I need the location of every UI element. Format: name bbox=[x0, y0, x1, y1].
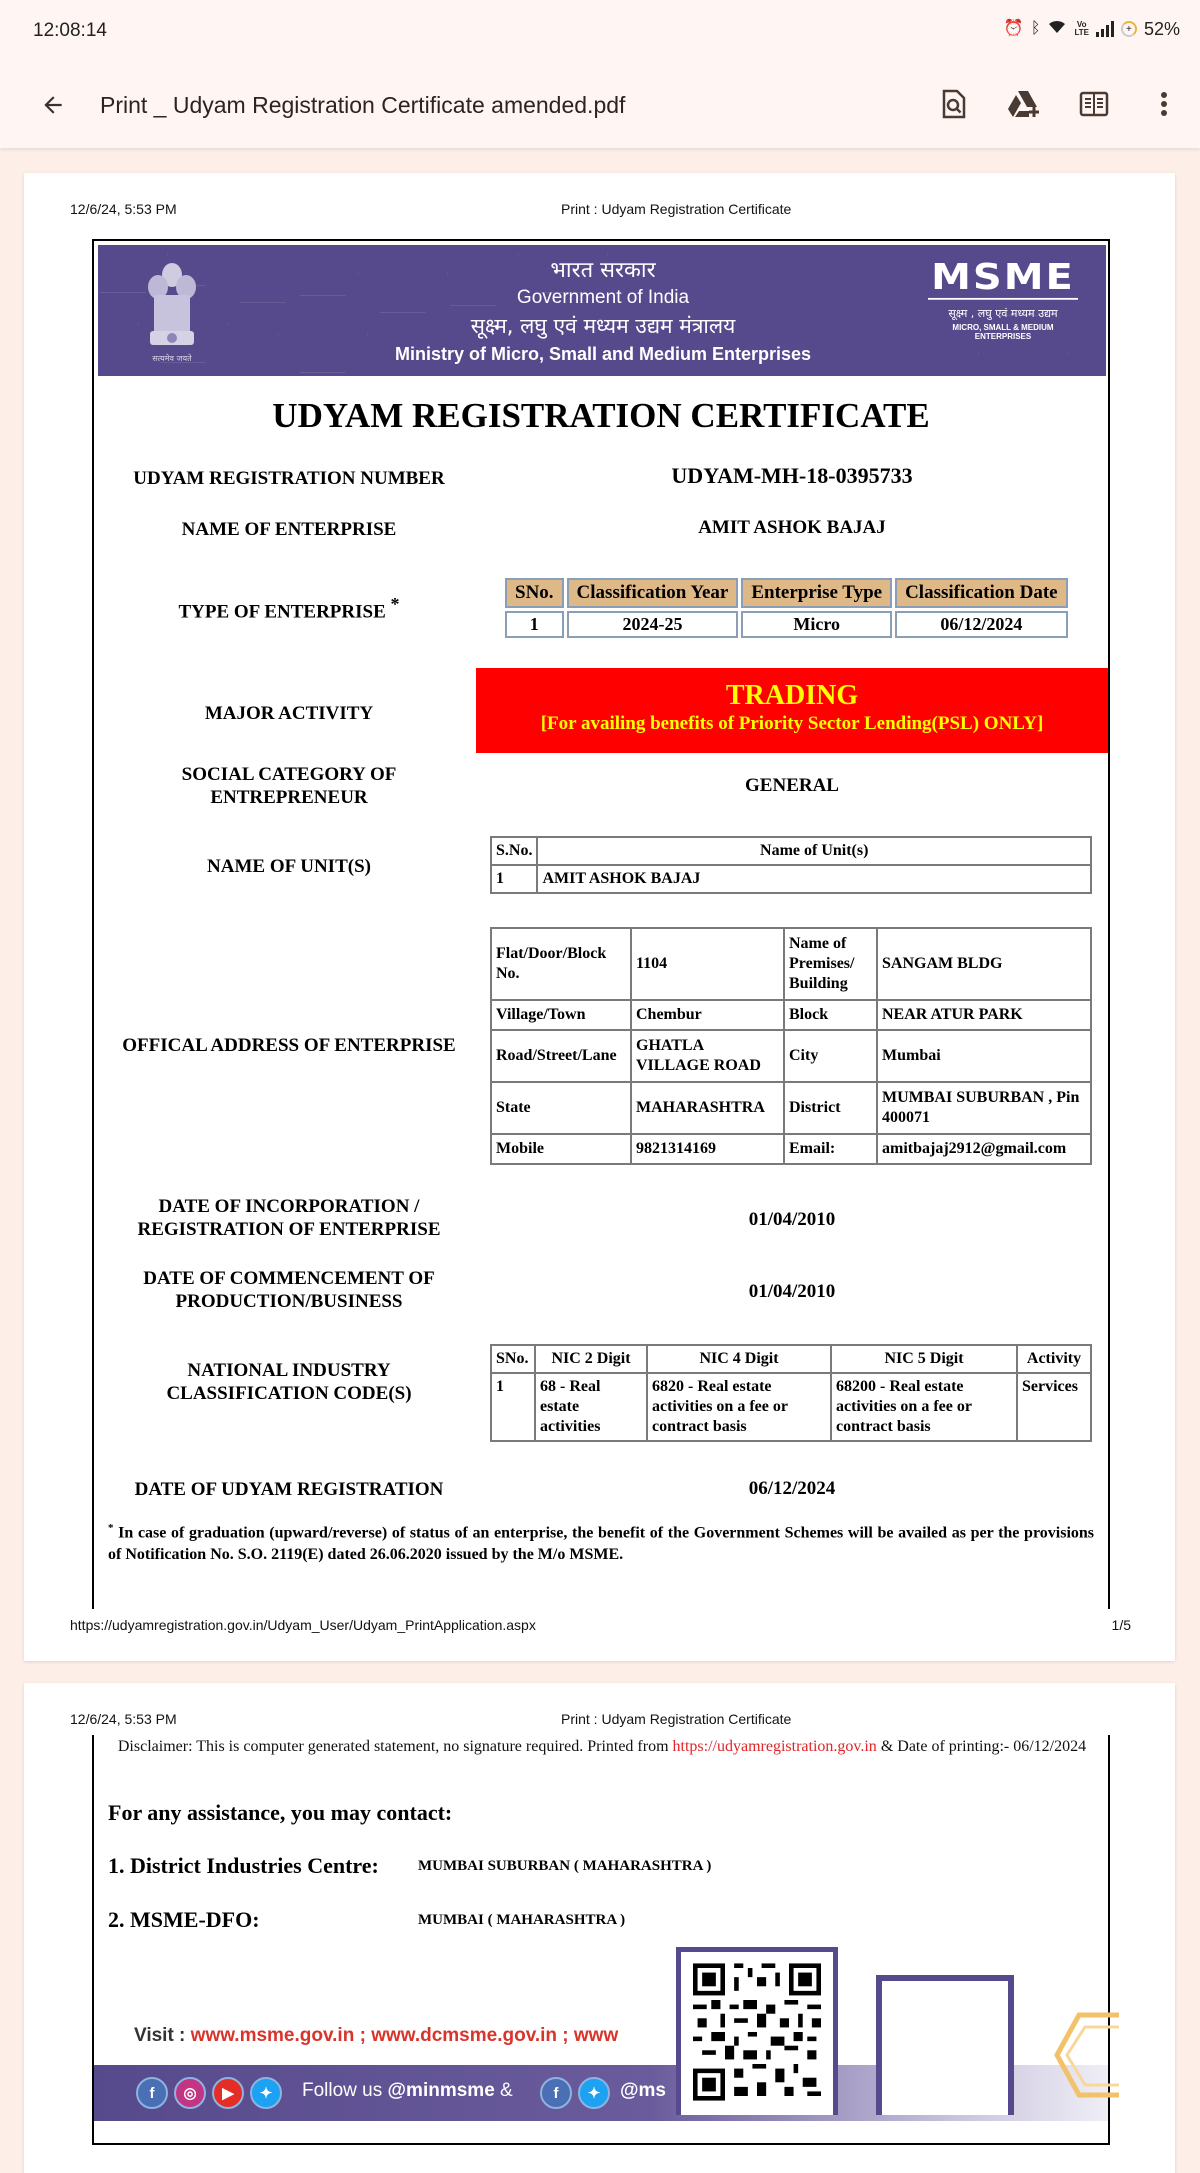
units-table bbox=[490, 836, 1092, 894]
print-header-date: 12/6/24, 5:53 PM bbox=[70, 201, 177, 217]
table-cell: Name of Premises/ Building bbox=[784, 928, 877, 1000]
table-cell: 1 bbox=[491, 1373, 535, 1441]
save-to-drive-icon bbox=[1007, 89, 1041, 119]
national-emblem-icon bbox=[140, 257, 204, 367]
commencement-date: 01/04/2010 bbox=[748, 1281, 836, 1302]
contact-dic-value: MUMBAI SUBURBAN ( MAHARASHTRA ) bbox=[418, 1858, 712, 1874]
table-cell: Village/Town bbox=[491, 1000, 631, 1030]
table-cell: MAHARASHTRA bbox=[631, 1082, 784, 1134]
table-cell: 06/12/2024 bbox=[895, 611, 1068, 638]
alarm-icon: ⏰ bbox=[1003, 20, 1024, 37]
more-options-button[interactable] bbox=[1144, 84, 1184, 124]
photo-placeholder bbox=[876, 1975, 1014, 2115]
contact-dic-label: 1. District Industries Centre: bbox=[108, 1853, 379, 1878]
print-footer-url: https://udyamregistration.gov.in/Udyam_User/Udyam_PrintApplication.aspx bbox=[70, 1617, 536, 1633]
table-cell: MUMBAI SUBURBAN , Pin 400071 bbox=[877, 1082, 1091, 1134]
email-link[interactable]: amitbajaj2912@gmail.com bbox=[877, 1134, 1091, 1164]
enterprise-name-label: NAME OF ENTERPRISE bbox=[181, 519, 397, 540]
facebook-icon[interactable]: f bbox=[540, 2077, 572, 2109]
certificate-frame-page2 bbox=[92, 1735, 1110, 2145]
status-time: 12:08:14 bbox=[33, 20, 107, 41]
column-header: SNo. bbox=[491, 1345, 535, 1373]
banner-govt: Government of India bbox=[516, 287, 690, 308]
table-row bbox=[491, 865, 1091, 893]
table-row bbox=[491, 1134, 1091, 1164]
column-header: Activity bbox=[1017, 1345, 1091, 1373]
table-cell: Flat/Door/Block No. bbox=[491, 928, 631, 1000]
find-in-document-button[interactable] bbox=[934, 84, 974, 124]
commencement-date-label: DATE OF COMMENCEMENT OF PRODUCTION/BUSINESS bbox=[143, 1268, 435, 1312]
table-cell: Email: bbox=[784, 1134, 877, 1164]
table-cell: Mumbai bbox=[877, 1030, 1091, 1082]
column-header: NIC 4 Digit bbox=[647, 1345, 831, 1373]
banner-ministry: Ministry of Micro, Small and Medium Enterprises bbox=[394, 344, 812, 364]
table-cell: 6820 - Real estate activities on a fee or contract basis bbox=[647, 1373, 831, 1441]
table-row bbox=[491, 1000, 1091, 1030]
table-cell: NEAR ATUR PARK bbox=[877, 1000, 1091, 1030]
address-label: OFFICAL ADDRESS OF ENTERPRISE bbox=[122, 1035, 456, 1056]
ministry-banner bbox=[98, 245, 1106, 376]
nic-table bbox=[490, 1344, 1092, 1442]
table-cell: District bbox=[784, 1082, 877, 1134]
signal-icon bbox=[1096, 21, 1114, 37]
print-footer-page: 1/5 bbox=[1111, 1617, 1131, 1633]
table-cell: State bbox=[491, 1082, 631, 1134]
table-header-row bbox=[491, 837, 1091, 865]
table-cell: AMIT ASHOK BAJAJ bbox=[537, 865, 1091, 893]
msme-logo-english: MICRO, SMALL & MEDIUM ENTERPRISES bbox=[952, 323, 1054, 341]
address-table bbox=[490, 927, 1092, 1165]
units-label: NAME OF UNIT(S) bbox=[207, 856, 371, 877]
find-in-document-icon bbox=[941, 89, 967, 119]
contact-dfo-label: 2. MSME-DFO: bbox=[108, 1907, 260, 1932]
qr-code-icon bbox=[693, 1962, 821, 2102]
udyam-portal-link[interactable]: https://udyamregistration.gov.in bbox=[672, 1738, 877, 1755]
table-cell: GHATLA VILLAGE ROAD bbox=[631, 1030, 784, 1082]
footnote: * In case of graduation (upward/reverse) of status of an enterprise, the benefit of the Government Schemes will be availed as per the provisions of Notification No. S.O. 2119(E) dated 26.06.2020 issued by the M/o MSME. bbox=[108, 1522, 1095, 1564]
battery-saver-icon: + bbox=[1121, 21, 1137, 37]
instagram-icon[interactable]: ◎ bbox=[174, 2077, 206, 2109]
social-category-value: GENERAL bbox=[745, 775, 839, 796]
pdf-page-1 bbox=[24, 173, 1175, 1661]
youtube-icon[interactable]: ▶ bbox=[212, 2077, 244, 2109]
contact-dfo-value: MUMBAI ( MAHARASHTRA ) bbox=[418, 1912, 626, 1928]
registration-number: UDYAM-MH-18-0395733 bbox=[671, 463, 913, 488]
table-cell: 68200 - Real estate activities on a fee or contract basis bbox=[831, 1373, 1017, 1441]
qr-code bbox=[676, 1947, 838, 2115]
registration-number-label: UDYAM REGISTRATION NUMBER bbox=[133, 468, 445, 489]
table-row bbox=[491, 1082, 1091, 1134]
table-cell: Services bbox=[1017, 1373, 1091, 1441]
table-row bbox=[491, 928, 1091, 1000]
back-button[interactable] bbox=[36, 88, 70, 122]
column-header: NIC 5 Digit bbox=[831, 1345, 1017, 1373]
table-cell: Micro bbox=[741, 611, 892, 638]
table-header-row bbox=[491, 1345, 1091, 1373]
svg-text:सत्यमेव जयते: सत्यमेव जयते bbox=[152, 354, 192, 363]
column-header: Classification Date bbox=[895, 578, 1068, 608]
table-row bbox=[491, 1030, 1091, 1082]
battery-percent: 52% bbox=[1143, 18, 1180, 39]
banner-text bbox=[348, 257, 858, 367]
type-of-enterprise-label: TYPE OF ENTERPRISE * bbox=[178, 594, 400, 623]
print-header-title: Print : Udyam Registration Certificate bbox=[561, 1711, 792, 1727]
pdf-page-2 bbox=[24, 1683, 1175, 2173]
facebook-icon[interactable]: f bbox=[136, 2077, 168, 2109]
table-cell: 1104 bbox=[631, 928, 784, 1000]
major-activity-note: [For availing benefits of Priority Sector Lending(PSL) ONLY] bbox=[540, 713, 1044, 734]
reading-mode-button[interactable] bbox=[1074, 84, 1114, 124]
column-header: Classification Year bbox=[567, 578, 739, 608]
status-icons bbox=[1004, 18, 1180, 40]
msme-logo-hindi: सूक्ष्म , लघु एवं मध्यम उद्यम bbox=[948, 307, 1058, 320]
arrow-back-icon bbox=[40, 92, 66, 118]
more-options-icon bbox=[1160, 91, 1168, 117]
bluetooth-icon: ᛒ bbox=[1030, 20, 1041, 37]
banner-hindi-govt: भारत सरकार bbox=[550, 258, 656, 283]
enterprise-name: AMIT ASHOK BAJAJ bbox=[698, 517, 886, 538]
nic-label: NATIONAL INDUSTRY CLASSIFICATION CODE(S) bbox=[166, 1360, 412, 1404]
table-cell: City bbox=[784, 1030, 877, 1082]
table-cell: Chembur bbox=[631, 1000, 784, 1030]
table-cell: 1 bbox=[505, 611, 564, 638]
table-row bbox=[505, 611, 1068, 638]
assistance-heading: For any assistance, you may contact: bbox=[108, 1800, 453, 1825]
disclaimer: Disclaimer: This is computer generated statement, no signature required. Printed from https://udyamregistration.gov.in & Date of printing:- 06/12/2024 bbox=[117, 1738, 1087, 1755]
reading-mode-icon bbox=[1079, 91, 1109, 117]
document-title: Print _ Udyam Registration Certificate amended.pdf bbox=[100, 92, 626, 118]
app-actions bbox=[934, 84, 1184, 124]
major-activity-label: MAJOR ACTIVITY bbox=[204, 703, 374, 724]
table-cell: 2024-25 bbox=[567, 611, 739, 638]
incorporation-date: 01/04/2010 bbox=[748, 1209, 836, 1230]
website-links[interactable]: www.msme.gov.in ; www.dcmsme.gov.in ; www bbox=[190, 2025, 619, 2046]
udyam-date-label: DATE OF UDYAM REGISTRATION bbox=[134, 1479, 444, 1500]
msme-logo-word: MSME bbox=[928, 259, 1078, 300]
print-header-title: Print : Udyam Registration Certificate bbox=[561, 201, 792, 217]
banner-hindi-ministry: सूक्ष्म, लघु एवं मध्यम उद्यम मंत्रालय bbox=[470, 314, 736, 338]
table-cell: 1 bbox=[491, 865, 537, 893]
asterisk: * bbox=[390, 594, 400, 614]
twitter-icon[interactable]: ✦ bbox=[250, 2077, 282, 2109]
wifi-icon bbox=[1047, 18, 1067, 40]
status-bar bbox=[0, 0, 1200, 62]
udyam-date: 06/12/2024 bbox=[748, 1478, 836, 1499]
table-cell: Road/Street/Lane bbox=[491, 1030, 631, 1082]
classification-table bbox=[502, 575, 1071, 641]
table-cell: Block bbox=[784, 1000, 877, 1030]
table-cell: 9821314169 bbox=[631, 1134, 784, 1164]
column-header: Name of Unit(s) bbox=[537, 837, 1091, 865]
major-activity-value: TRADING bbox=[725, 680, 859, 711]
column-header: Enterprise Type bbox=[741, 578, 892, 608]
volte-icon: Vo LTE bbox=[1074, 20, 1089, 37]
follow-handle-2: @ms bbox=[620, 2080, 666, 2101]
decorative-hexagon-icon bbox=[1049, 2005, 1119, 2125]
certificate-title: UDYAM REGISTRATION CERTIFICATE bbox=[272, 396, 930, 435]
major-activity-box bbox=[476, 668, 1108, 753]
incorporation-date-label: DATE OF INCORPORATION / REGISTRATION OF ENTERPRISE bbox=[137, 1196, 441, 1240]
table-cell: Mobile bbox=[491, 1134, 631, 1164]
msme-logo bbox=[928, 257, 1078, 341]
follow-text: Follow us @minmsme & bbox=[302, 2080, 513, 2101]
twitter-icon[interactable]: ✦ bbox=[578, 2077, 610, 2109]
table-row bbox=[491, 1373, 1091, 1441]
social-category-label: SOCIAL CATEGORY OF ENTREPRENEUR bbox=[181, 764, 397, 808]
table-cell: 68 - Real estate activities bbox=[535, 1373, 647, 1441]
table-cell: SANGAM BLDG bbox=[877, 928, 1091, 1000]
column-header: SNo. bbox=[505, 578, 564, 608]
visit-links: Visit : www.msme.gov.in ; www.dcmsme.gov.in ; www bbox=[134, 2025, 619, 2046]
table-header-row bbox=[505, 578, 1068, 608]
save-to-drive-button[interactable] bbox=[1004, 84, 1044, 124]
app-bar bbox=[0, 62, 1200, 148]
certificate-frame bbox=[92, 239, 1110, 1609]
column-header: S.No. bbox=[491, 837, 537, 865]
print-header-date: 12/6/24, 5:53 PM bbox=[70, 1711, 177, 1727]
column-header: NIC 2 Digit bbox=[535, 1345, 647, 1373]
